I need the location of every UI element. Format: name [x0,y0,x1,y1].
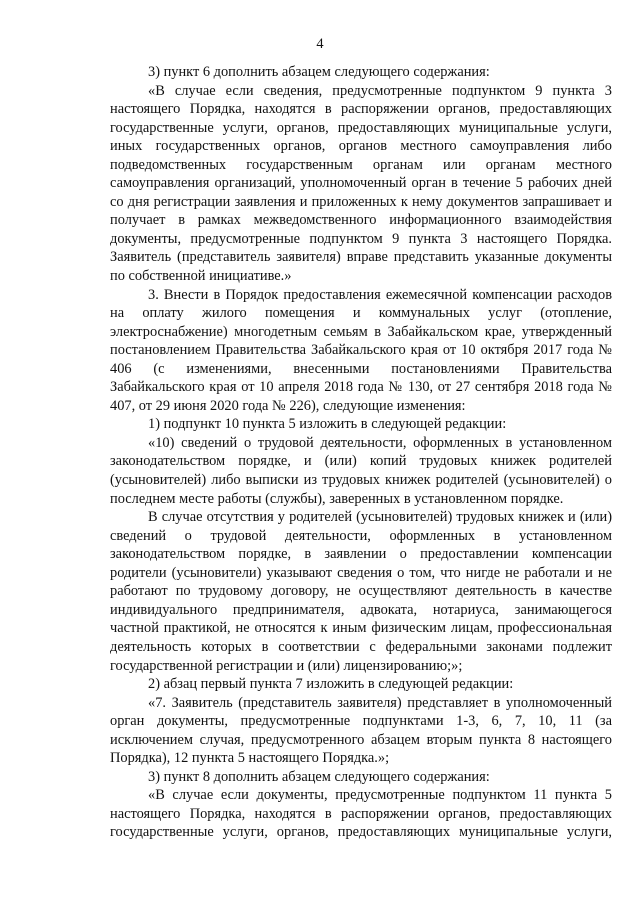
paragraph-subitem-2: 2) абзац первый пункта 7 изложить в следующей редакции: [148,676,514,693]
paragraph-subitem-1: 1) подпункт 10 пункта 5 изложить в следующей редакции: [148,416,507,433]
paragraph-absence-case: В случае отсутствия у родителей (усыновителей) трудовых книжек и (или) сведений о трудовой деятельности, оформленных в установленном законодательством порядке, в заявлении о предоставлении компенсации родители (усыновители) указывают сведения о том, что нигде не работали и не работают по трудовому договору, не осуществляют деятельность в качестве индивидуального предпринимателя, адвоката, нотариуса, занимающегося частной практикой, не относятся к иным физическим лицам, профессиональная деятельность которых в соответствии с федеральными законами подлежит государственной регистрации и (или) лицензированию;»; [110,509,612,674]
page-number: 4 [316,36,324,52]
paragraph-quoted-text-item-6: «В случае если сведения, предусмотренные подпунктом 9 пункта 3 настоящего Порядка, находятся в распоряжении органов, предоставляющих государственные услуги, органов, предоставляющих муниципальные услуги, иных государственных органов, органов местного самоуправления либо подведомственных государственным органам или органам местного самоуправления организаций, уполномоченный орган в течение 5 рабочих дней со дня регистрации заявления и приложенных к нему документов запрашивает и получает в рамках межведомственного информационного взаимодействия документы, предусмотренные подпунктом 9 пункта 3 настоящего Порядка. Заявитель (представитель заявителя) вправе представить указанные документы по собственной инициативе.» [110,82,612,285]
paragraph-subitem-3: 3) пункт 8 дополнить абзацем следующего содержания: [148,768,490,785]
document-body [110,63,612,842]
paragraph-section-3: 3. Внести в Порядок предоставления ежемесячной компенсации расходов на оплату жилого помещения и коммунальных услуг (отопление, электроснабжение) многодетным семьям в Забайкальском крае, утвержденный постановлением Правительства Забайкальского края от 10 октября 2017 года № 406 (с изменениями, внесенными постановлениями Правительства Забайкальского края от 10 апреля 2018 года № 130, от 27 сентября 2018 года № 407, от 29 июня 2020 года № 226), следующие изменения: [110,286,612,414]
paragraph-quoted-item-8: «В случае если документы, предусмотренные подпунктом 11 пункта 5 настоящего Порядка, находятся в распоряжении органов, предоставляющих государственные услуги, органов, предоставляющих муниципальные услуги, [110,787,612,841]
paragraph-amend-item-6: 3) пункт 6 дополнить абзацем следующего содержания: [148,64,490,80]
paragraph-quoted-item-7: «7. Заявитель (представитель заявителя) представляет в уполномоченный орган документы, предусмотренные подпунктами 1-3, 6, 7, 10, 11 (за исключением случая, предусмотренного абзацем вторым пункта 8 настоящего Порядка), 12 пункта 5 настоящего Порядка.»; [110,694,612,767]
paragraph-quoted-subitem-10: «10) сведений о трудовой деятельности, оформленных в установленном законодательством порядке, и (или) копий трудовых книжек родителей (усыновителей) либо выписки из трудовых книжек родителей (усыновителей) о последнем месте работы (службы), заверенных в установленном порядке. [110,434,612,507]
